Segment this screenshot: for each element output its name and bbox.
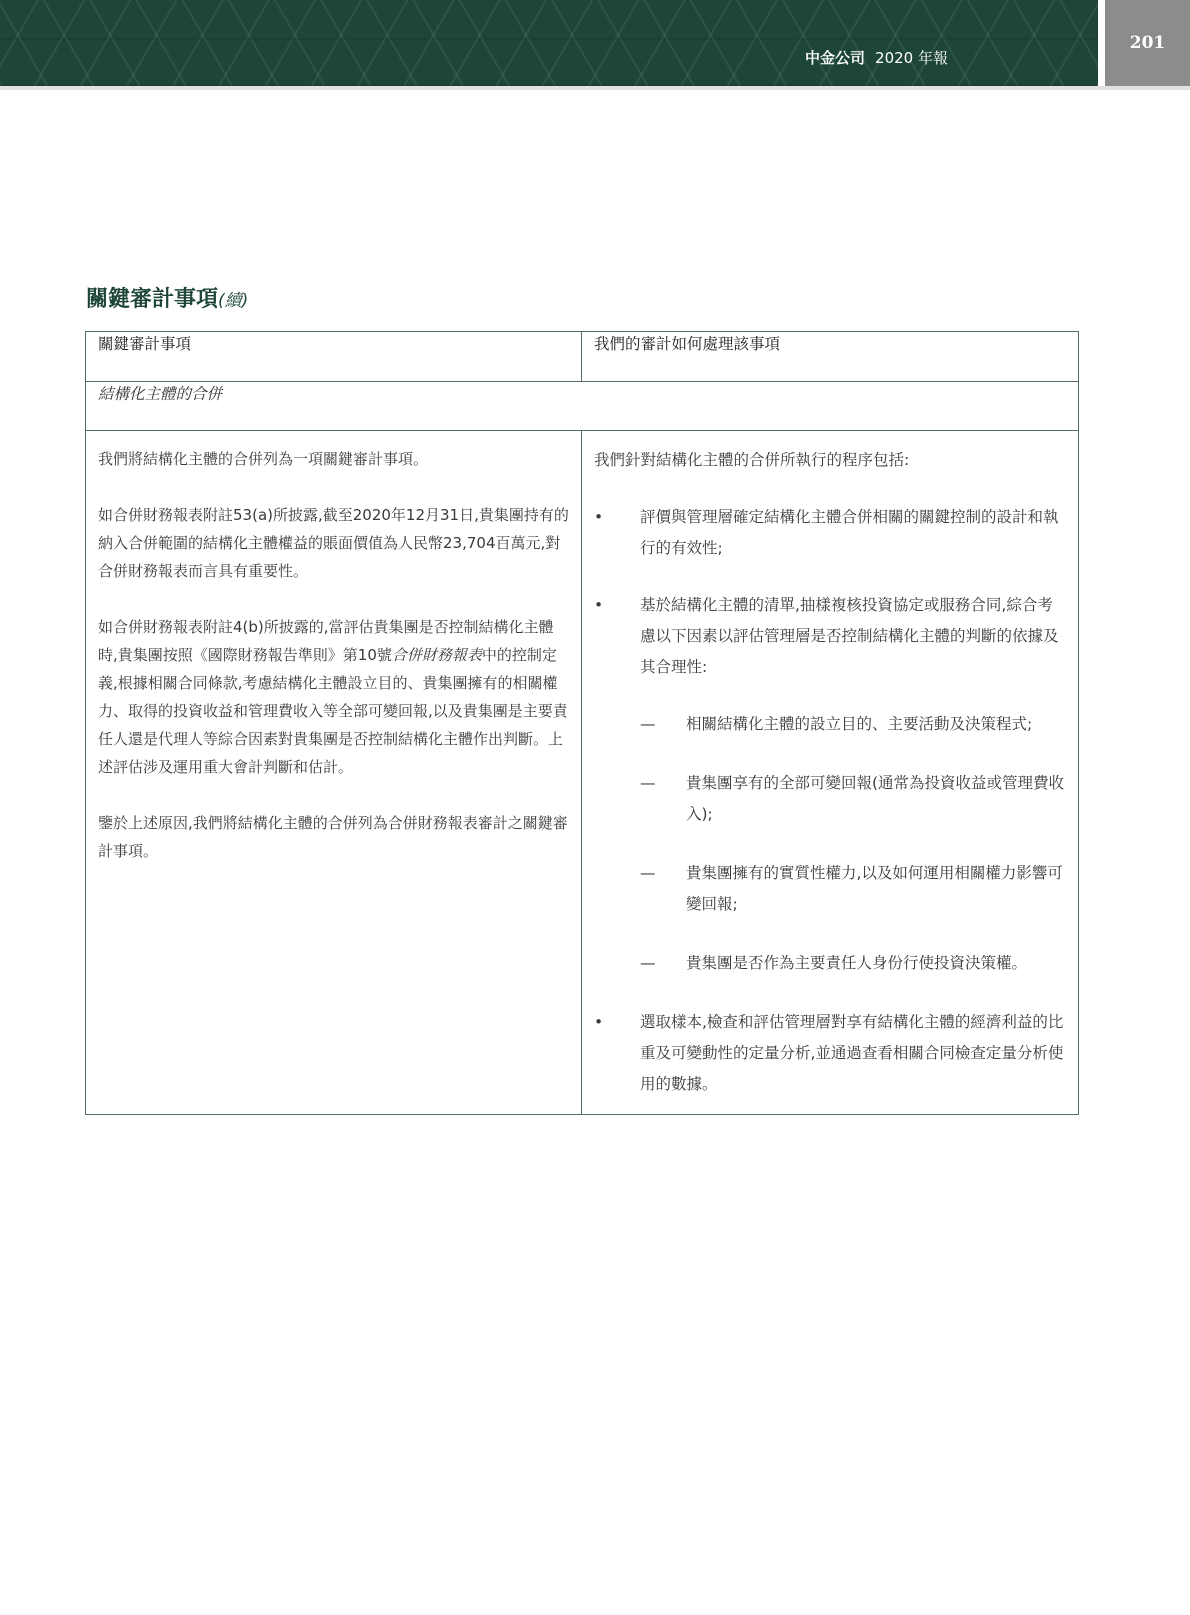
company-name: 中金公司 [805,49,866,67]
bullet-marker: • [594,596,604,614]
dash-text-2: 貴集團享有的全部可變回報(通常為投資收益或管理費收入); [686,774,1065,823]
matter-paragraph-3 [98,613,569,781]
dash-text-4: 貴集團是否作為主要責任人身份行使投資決策權。 [686,954,1028,972]
report-name: 2020 年報 [875,49,948,67]
header-banner [0,0,1098,86]
bullet-text-2: 基於結構化主體的清單,抽樣複核投資協定或服務合同,綜合考慮以下因素以評估管理層是否控制結構化主體的判斷的依據及其合理性: [640,596,1059,676]
dash-marker: — [640,774,656,792]
response-intro: 我們針對結構化主體的合併所執行的程序包括: [594,451,910,469]
matter-paragraph-3-part-a: 如合併財務報表附註4(b)所披露的,當評估貴集團是否控制結構化主體時,貴集團按照《國際財務報告準則》第10號 [98,618,554,664]
header-text [805,47,948,68]
list-item [594,709,1066,740]
sub-list [594,709,1066,979]
matter-paragraph-2: 如合併財務報表附註53(a)所披露,截至2020年12月31日,貴集團持有的納入合併範圍的結構化主體權益的賬面價值為人民幣23,704百萬元,對合併財務報表而言具有重要性。 [98,506,569,580]
section-title-text: 關鍵審計事項 [86,287,219,312]
audit-response-cell [582,431,1079,1115]
list-item [594,590,1066,683]
subheading: 結構化主體的合併 [86,382,1079,431]
dash-marker: — [640,954,656,972]
bullet-marker: • [594,1013,604,1031]
dash-marker: — [640,864,656,882]
matter-paragraph-3-italic: 合併財務報表 [391,646,482,664]
list-item [594,502,1066,564]
list-item [594,1007,1066,1100]
dash-text-3: 貴集團擁有的實質性權力,以及如何運用相關權力影響可變回報; [686,864,1063,913]
table-subheading-row [86,382,1079,431]
matter-paragraph-4: 鑒於上述原因,我們將結構化主體的合併列為合併財務報表審計之關鍵審計事項。 [98,814,568,860]
matter-paragraph-1: 我們將結構化主體的合併列為一項關鍵審計事項。 [98,450,429,468]
bullet-text-1: 評價與管理層確定結構化主體合併相關的關鍵控制的設計和執行的有效性; [640,508,1059,557]
section-title-suffix: (續) [218,291,249,311]
table-header-row [86,332,1079,382]
list-item [594,768,1066,830]
page-number: 201 [1105,0,1190,86]
dash-marker: — [640,715,656,733]
list-item [594,948,1066,979]
header-rule [0,86,1190,90]
matter-paragraph-3-part-b: 中的控制定義,根據相關合同條款,考慮結構化主體設立目的、貴集團擁有的相關權力、取得的投資收益和管理費收入等全部可變回報,以及貴集團是主要責任人還是代理人等綜合因素對貴集團是否控制結構化主體作出判斷。上述評估涉及運用重大會計判斷和估計。 [98,646,568,776]
column-header-response: 我們的審計如何處理該事項 [582,332,1079,382]
list-item [594,858,1066,920]
section-title [86,282,248,313]
table-body-row [86,431,1079,1115]
bullet-marker: • [594,508,604,526]
key-audit-matters-table [85,331,1079,1115]
dash-text-1: 相關結構化主體的設立目的、主要活動及決策程式; [686,715,1033,733]
column-header-matter: 關鍵審計事項 [86,332,582,382]
bullet-text-3: 選取樣本,檢查和評估管理層對享有結構化主體的經濟利益的比重及可變動性的定量分析,並通過查看相關合同檢查定量分析使用的數據。 [640,1013,1064,1093]
matter-description-cell [86,431,582,1115]
